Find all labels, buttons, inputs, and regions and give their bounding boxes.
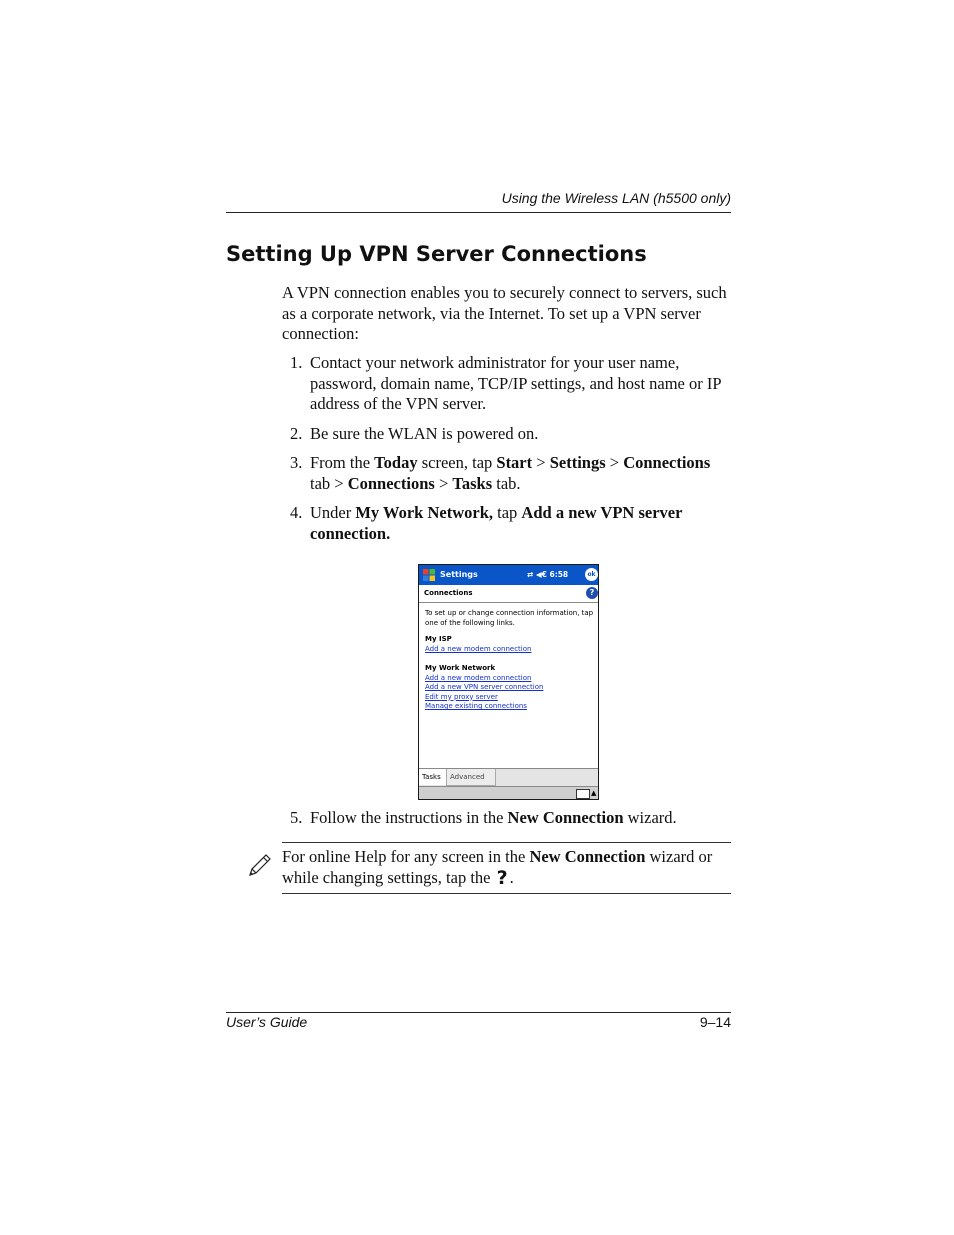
link-add-vpn-server[interactable]: Add a new VPN server connection xyxy=(425,683,544,691)
link-add-modem-isp[interactable]: Add a new modem connection xyxy=(425,644,532,653)
note-rule-bottom xyxy=(282,893,731,894)
step-number: 5. xyxy=(290,808,303,827)
pda-title-bar xyxy=(419,565,598,585)
link-add-modem-work[interactable]: Add a new modem connection xyxy=(425,673,532,682)
ok-button[interactable]: ok xyxy=(585,568,598,581)
pencil-note-icon xyxy=(246,851,274,879)
note-text: For online Help for any screen in the New Connection wizard or while changing settings, tap the ? . xyxy=(282,847,713,889)
footer-rule xyxy=(226,1012,731,1013)
group-my-isp: My ISP xyxy=(425,635,452,643)
step-3 xyxy=(290,453,735,494)
connections-screenshot xyxy=(418,564,599,800)
header-rule xyxy=(226,212,731,213)
pda-page-heading: Connections xyxy=(424,589,473,597)
windows-start-icon[interactable] xyxy=(422,568,436,582)
step-number: 4. xyxy=(290,503,303,522)
step-text: Be sure the WLAN is powered on. xyxy=(310,424,539,443)
footer-guide-title: User’s Guide xyxy=(226,1014,308,1030)
section-title: Setting Up VPN Server Connections xyxy=(226,242,647,266)
pda-content xyxy=(425,609,595,712)
help-glyph-icon: ? xyxy=(496,866,508,889)
pda-app-title: Settings xyxy=(440,570,478,579)
pda-tab-strip xyxy=(419,768,598,786)
note-rule-top xyxy=(282,842,731,843)
pda-status-icons: ⇄ ◀€ 6:58 xyxy=(527,570,569,579)
help-icon[interactable]: ? xyxy=(586,587,598,599)
step-number: 2. xyxy=(290,424,303,443)
link-edit-proxy[interactable]: Edit my proxy server xyxy=(425,692,498,701)
step-number: 3. xyxy=(290,453,303,472)
pda-blurb: To set up or change connection information, tap one of the following links. xyxy=(425,609,594,627)
footer-page-number: 9–14 xyxy=(699,1014,731,1030)
intro-paragraph: A VPN connection enables you to securely connect to servers, such as a corporate network, via the Internet. To set up a VPN server connection: xyxy=(282,283,727,343)
group-my-work-network: My Work Network xyxy=(425,664,496,672)
step-number: 1. xyxy=(290,353,303,372)
tab-advanced[interactable]: Advanced xyxy=(446,769,496,786)
tab-tasks[interactable]: Tasks xyxy=(419,769,450,785)
step-5 xyxy=(290,808,735,829)
step-text: From the Today screen, tap Start > Settings > Connections tab > Connections > Tasks tab. xyxy=(310,453,711,493)
input-arrow-icon[interactable]: ▲ xyxy=(591,789,597,797)
step-text: Contact your network administrator for your user name, password, domain name, TCP/IP settings, and host name or IP address of the VPN server. xyxy=(310,353,721,413)
link-manage-connections[interactable]: Manage existing connections xyxy=(425,702,527,710)
step-4 xyxy=(290,503,735,544)
running-header: Using the Wireless LAN (h5500 only) xyxy=(501,190,731,206)
step-text: Follow the instructions in the New Connection wizard. xyxy=(310,808,677,827)
pda-divider xyxy=(419,602,598,603)
step-1 xyxy=(290,353,735,415)
step-text: Under My Work Network, tap Add a new VPN server connection. xyxy=(310,503,683,543)
pda-command-bar xyxy=(419,786,598,800)
keyboard-icon[interactable] xyxy=(576,789,590,799)
step-2 xyxy=(290,424,735,445)
